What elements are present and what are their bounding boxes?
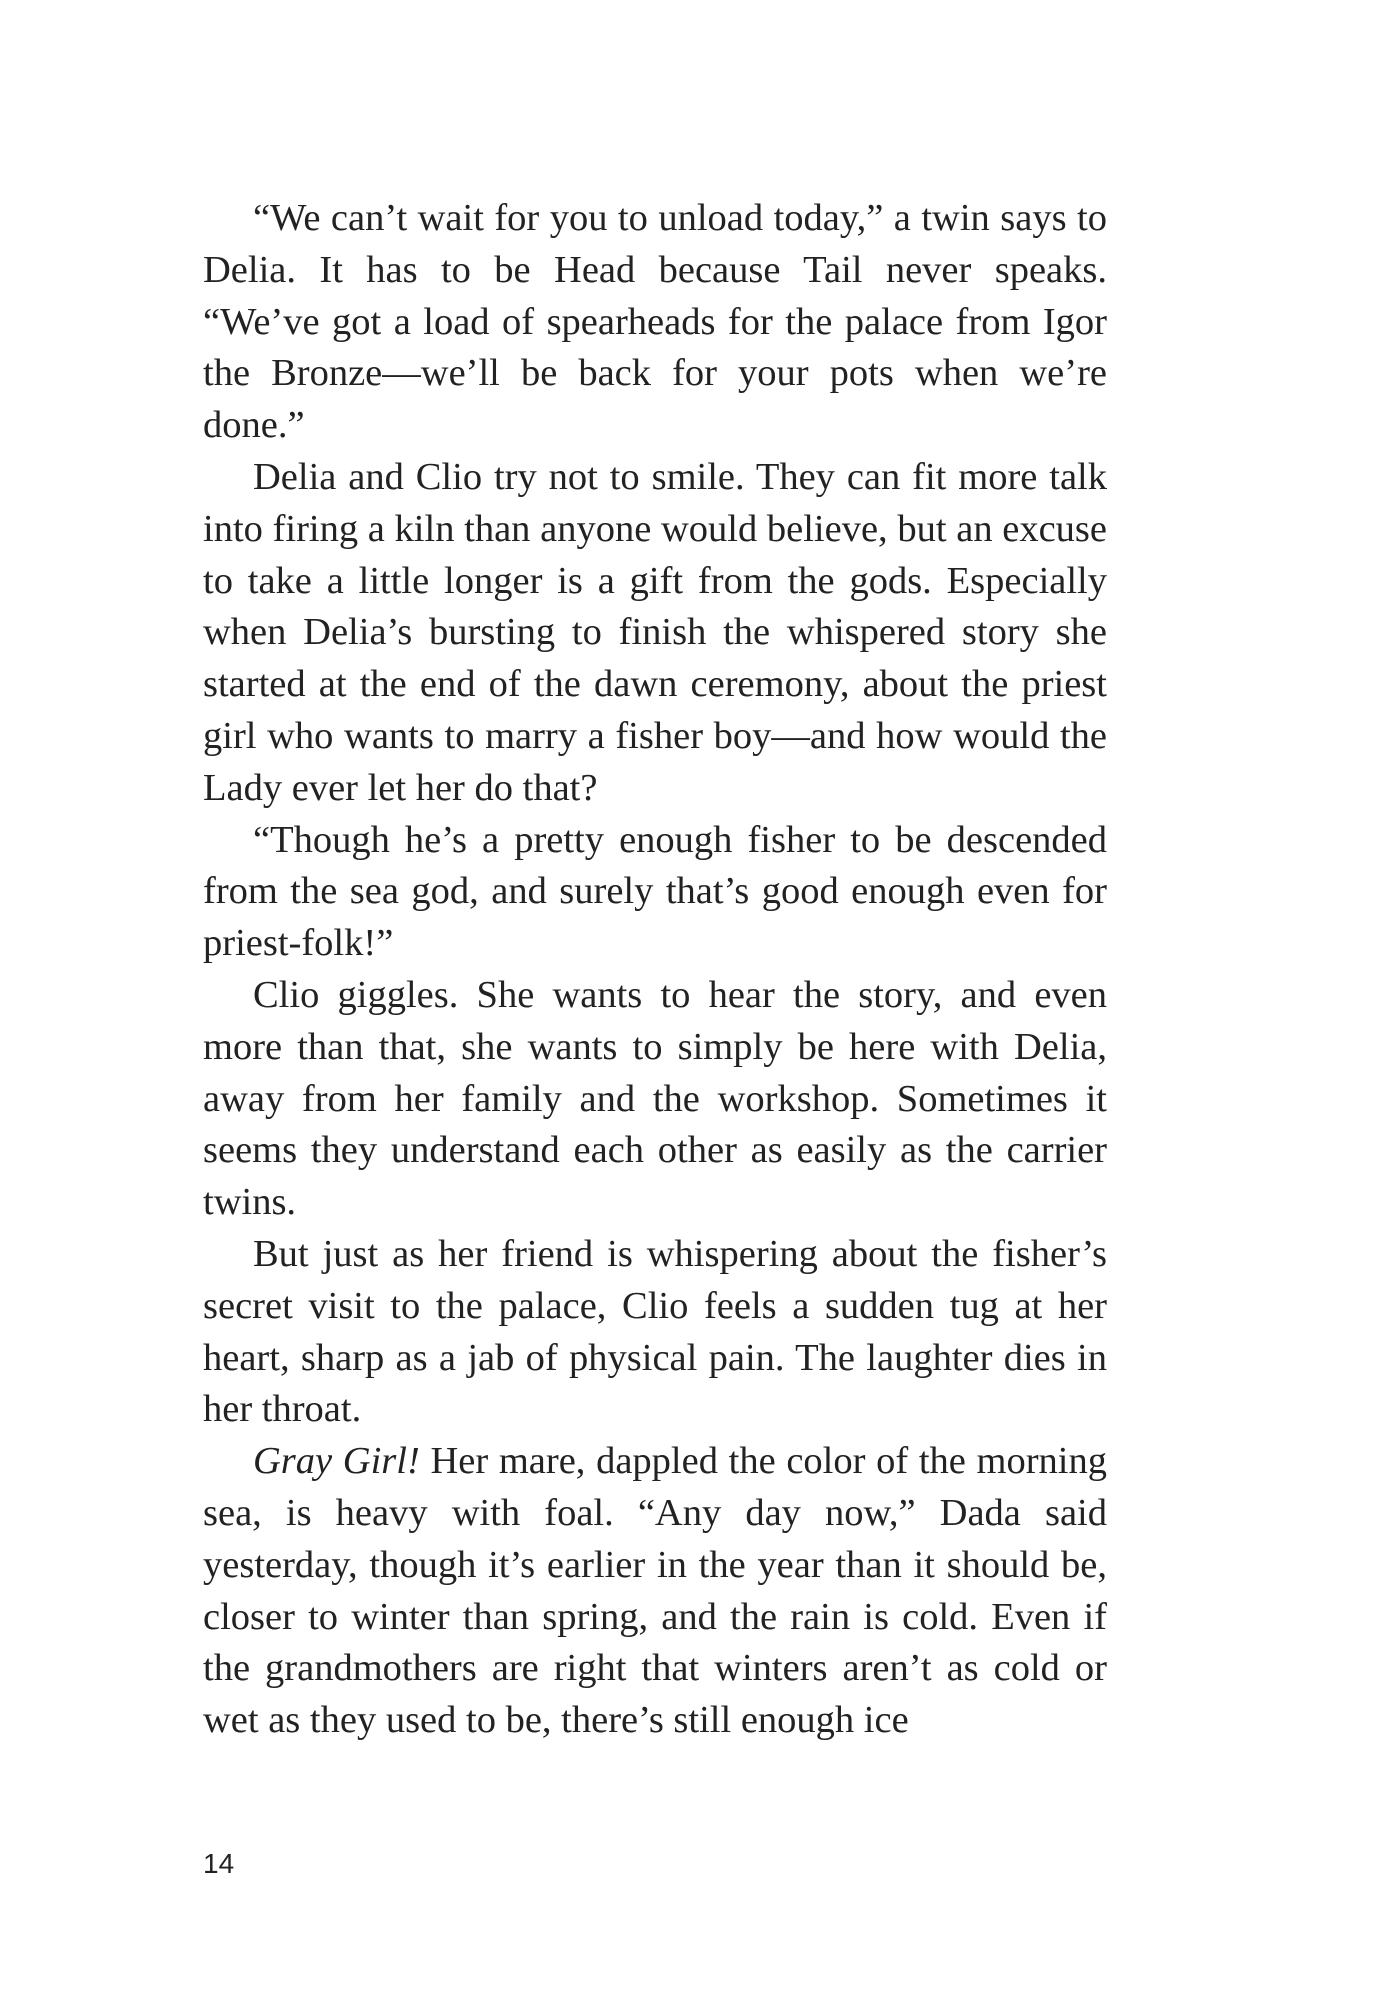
italic-exclamation: Gray Girl! (253, 1440, 420, 1483)
paragraph: Clio giggles. She wants to hear the story, and even more than that, she wants to simply be here with Delia, away from her family and the workshop. Sometimes it seems they understand each other as easily as the carrier twins. (203, 973, 1107, 1224)
body-text (203, 193, 1107, 1747)
paragraph: “Though he’s a pretty enough fisher to be descended from the sea god, and surely that’s good enough even for priest-folk!” (203, 818, 1107, 965)
paragraph-continuation: Her mare, dappled the color of the morning sea, is heavy with foal. “Any day now,” Dada said yesterday, though it’s earlier in the year than it should be, closer to winter than spring, and the rain is cold. Even if the grandmothers are right that winters aren’t as cold or wet as they used to be, there’s still enough ice (203, 1440, 1107, 1742)
paragraph: Delia and Clio try not to smile. They can fit more talk into firing a kiln than anyone would believe, but an excuse to take a little longer is a gift from the gods. Especially when Delia’s bursting to finish the whispered story she started at the end of the dawn ceremony, about the priest girl who wants to marry a fisher boy—and how would the Lady ever let her do that? (203, 455, 1107, 809)
page-number: 14 (203, 1848, 235, 1879)
paragraph (203, 1436, 1107, 1747)
paragraph: But just as her friend is whispering about the fisher’s secret visit to the palace, Clio feels a sudden tug at her heart, sharp as a jab of physical pain. The laughter dies in her throat. (203, 1232, 1107, 1431)
paragraph: “We can’t wait for you to unload today,” a twin says to Delia. It has to be Head because Tail never speaks. “We’ve got a load of spearheads for the palace from Igor the Bronze—we’ll be back for your pots when we’re done.” (203, 197, 1107, 447)
